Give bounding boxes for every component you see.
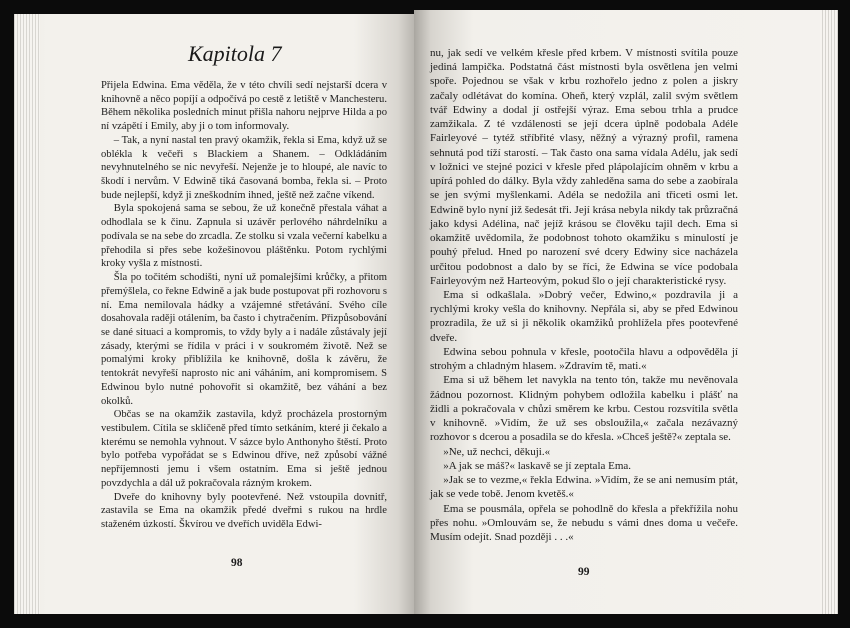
page-number-right: 99 [578, 566, 590, 578]
paragraph: – Tak, a nyní nastal ten pravý okamžik, řekla si Ema, když už se oblékla k večeři s Blackiem a Shanem. – Odkládáním nevyhnutelného se nic nevyřeší. Nejenže je to hloupé, ale navíc to škodí i nervům. V Edwině tiká časovaná bomba, řekla si. – Proto bude nejlepší, když ji zneškodním ihned, ještě než začne víkend. [101, 134, 387, 201]
paragraph: Šla po točitém schodišti, nyní už pomalejšími krůčky, a přitom přemýšlela, co řekne Edwině a jak bude postupovat při rozhovoru s ní. Ema nemilovala hádky a vzájemné střetávání. Svého cíle dosahovala raději otálením, ba často i chytračením. Přizpůsobování se dané situaci a kompromis, to vždy byly a i nadále zůstávaly její zásady, kterými se řídila v práci i v soukromém životě. Než se pomalými kroky přiblížila ke knihovně, došla k závěru, že tentokrát nevyřeší naprosto nic ani váháním, ani kompromisem. S Edwinou bylo nutné pohovořit si okamžitě, bez váhání a bez okolků. [101, 272, 387, 407]
paragraph: »Ne, už nechci, děkuji.« [443, 445, 551, 458]
paragraph: Byla spokojená sama se sebou, že už konečně přestala váhat a odhodlala se k činu. Zapnula si uzávěr perlového náhrdelníku a podívala se na sebe do zrcadla. Ze stolku si vzala večerní kabelku a přehodila si přes sebe kožešinovou pláštěnku. Potom rychlými kroky vyšla z místnosti. [101, 203, 387, 270]
paragraph: Ema se pousmála, opřela se pohodlně do křesla a překřížila nohu přes nohu. »Omlouvám se, že nebudu s vámi dnes doma u večeře. Musím odejít. Snad později . . .« [430, 502, 738, 543]
right-page-edges [820, 10, 838, 614]
paragraph: Občas se na okamžik zastavila, když procházela prostorným vestibulem. Cítila se skličeně před tímto setkáním, které ji čekalo a kterému se nemohla vyhnout. V sázce bylo Anthonyho štěstí. Proto bylo potřeba vypořádat se s Edwinou dříve, než způsobí vážné nepříjemnosti jemu i všem ostatním. Ema si ještě jednou povzdychla a dál už pokračovala rázným krokem. [101, 409, 387, 489]
left-page-edges [14, 14, 40, 614]
paragraph: Přijela Edwina. Ema věděla, že v této chvíli sedí nejstarší dcera v knihovně a něco popíjí a odpočívá po cestě z letiště v Manchesteru. Během několika posledních minut přišla nahoru nejprve Hilda a po ní vzápětí i Emily, aby ji o tom informovaly. [101, 80, 387, 133]
paragraph: Edwina sebou pohnula v křesle, pootočila hlavu a odpověděla jí strohým a chladným hlasem. »Zdravím tě, mati.« [430, 345, 738, 373]
paragraph: Dveře do knihovny byly pootevřené. Než vstoupila dovnitř, zastavila se Ema na okamžik předé dveřmi s rukou na hrdle staženém úzkostí. Škvírou ve dveřích uviděla Edwi- [101, 491, 387, 530]
right-page-text [430, 46, 738, 544]
paragraph: Ema si už během let navykla na tento tón, takže mu nevěnovala žádnou pozornost. Klidným pohybem odložila kabelku i plášť na židli a pokračovala v chůzi směrem ke krbu. Cestou rozsvítila světla v knihovně. »Vidím, že už ses obsloužila,« začala nezávazný rozhovor s dcerou a posadila se do křesla. »Chceš ještě?« zeptala se. [430, 374, 738, 444]
paragraph: »A jak se máš?« laskavě se jí zeptala Ema. [443, 459, 632, 472]
paragraph: »Jak se to vezme,« řekla Edwina. »Vidím, že se ani nemusím ptát, jak se vede tobě. Jenom kvetěš.« [430, 474, 738, 501]
paragraph: Ema si odkašlala. »Dobrý večer, Edwino,« pozdravila ji a rychlými kroky vešla do knihovny. Nepřála si, aby se před Edwinou prozradila, že už si ji několik okamžiků prohlížela přes pootevřené dveře. [430, 288, 738, 344]
page-number-left: 98 [231, 557, 243, 569]
chapter-title: Kapitola 7 [188, 41, 282, 66]
left-page-text [101, 79, 387, 532]
paragraph: nu, jak sedí ve velkém křesle před krbem. V místnosti svítila pouze jediná lampička. Podstatná část místnosti byla osvětlena jen velmi spoře. Pojednou se však v krbu rozhořelo jedno z polen a jiskry začaly odlétávat do komína. Oheň, který vzplál, zalil svým světlem tvář Edwiny a dodal jí ostřejší výraz. Ema sebou trhla a prudce zamžikala. Z té vzdálenosti se její dcera úplně podobala Adéle Fairleyové – tytéž stříbřité vlasy, něžný a výrazný profil, ramena sehnutá pod tíží starostí. – Tak často ona sama vídala Adélu, jak sedí v ložnici ve stejné pozici v křesle před plápolajícím ohněm v krbu a upírá pohled do dálky. Byla vždy zahleděna sama do sebe a zaobírala se jen svými myšlenkami. Adéla se nedožila ani třiceti osmi let. Edwině bylo nyní již šedesát tři. Její krása nebyla nikdy tak průzračná jako kdysi Adélina, nač jejíž krásou se člověku tajil dech. Ema si okamžitě uvědomila, že podobnost tohoto okamžiku s minulostí je pouhý přelud. Hned po narození své dcery Edwiny sice nacházela určitou podobnost a dalo by se říci, že Edwina se více podobala Fairleyovým než Harteovým, pokud šlo o její charakteristické rysy. [430, 47, 738, 287]
